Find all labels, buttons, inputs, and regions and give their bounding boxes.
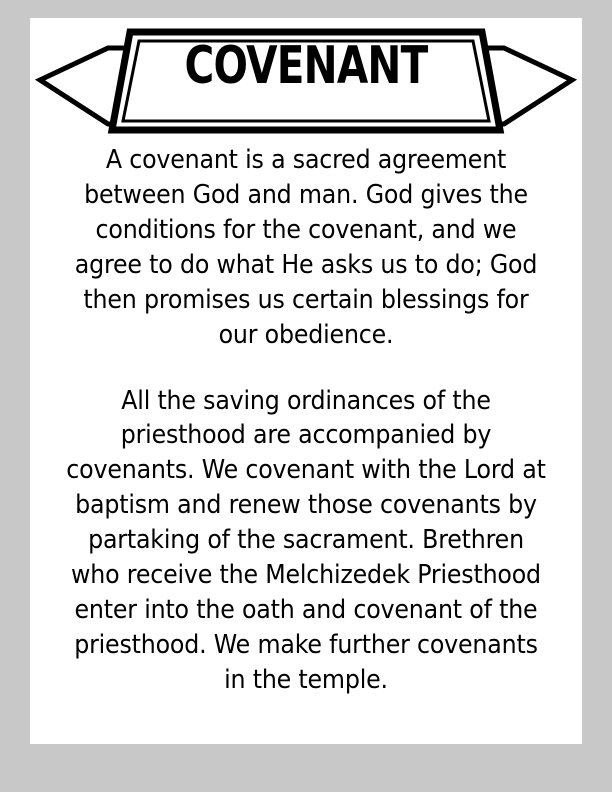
banner-header	[30, 18, 582, 138]
document-body	[48, 143, 564, 698]
paragraph-1: A covenant is a sacred agreement between God and man. God gives the conditions for the covenant, and we agree to do what He asks us to do; God then promises us certain blessings for our obedience.	[74, 145, 538, 350]
page-title: COVENANT	[184, 36, 428, 96]
paragraph-2: All the saving ordinances of the priesthood are accompanied by covenants. We covenant with the Lord at baptism and renew those covenants by partaking of the sacrament. Brethren who receive the Melchizedek Priesthood enter into the oath and covenant of the priesthood. We make further covenants in the temple.	[66, 385, 546, 695]
document-page	[30, 18, 582, 744]
